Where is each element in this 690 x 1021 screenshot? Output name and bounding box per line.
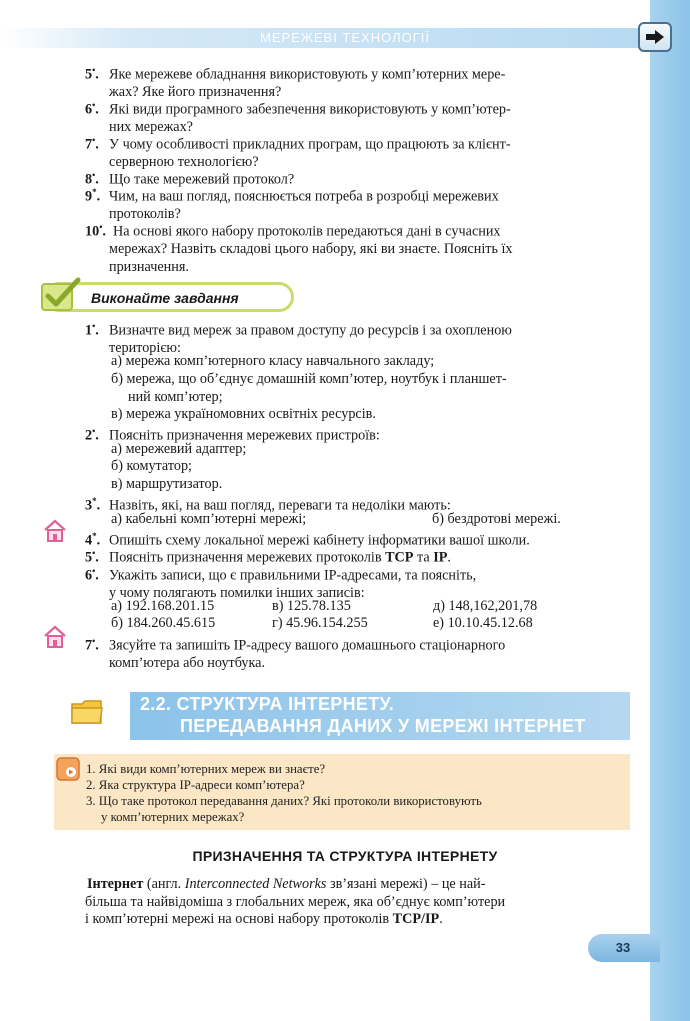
section-title-line1: 2.2. СТРУКТУРА ІНТЕРНЕТУ. (140, 694, 395, 714)
warmup-question-3: 3. Що таке протокол передавання даних? Які протоколи використовують (86, 794, 482, 808)
task-3: 3*. Назвіть, які, на ваш погляд, переваги та недоліки мають: (85, 496, 451, 514)
task-3-b: б) бездротові мережі. (432, 511, 561, 527)
ip-address-d: д) 148,162,201,78 (433, 598, 538, 614)
ip-address-e: е) 10.10.45.12.68 (433, 615, 533, 631)
task-1-b: б) мережа, що об’єднує домашній комп’ютер, ноутбук і планшет- ний комп’ютер; (111, 371, 507, 405)
folder-icon (70, 698, 104, 726)
sub-heading: ПРИЗНАЧЕННЯ ТА СТРУКТУРА ІНТЕРНЕТУ (192, 848, 498, 864)
ip-address-b: б) 184.260.45.615 (111, 615, 216, 631)
intro-paragraph: Інтернет (англ. Interconnected Networks зв’язані мережі) – це най- більша та найвідоміша з глобальних мереж, яка об’єднує комп’ютери і комп’ютерні мережі на основі набору протоколів TCP/IP. (85, 876, 506, 927)
question-7: 7•. У чому особливості прикладних програм, що працюють за клієнт- серверною технологією? (85, 135, 511, 171)
task-1-a: а) мережа комп’ютерного класу навчального закладу; (111, 353, 435, 369)
tasks-banner-label: Виконайте завдання (91, 290, 239, 306)
side-band (650, 0, 690, 1021)
task-2: 2•. Поясніть призначення мережевих пристроїв: (85, 426, 380, 444)
home-task-icon (42, 624, 68, 650)
arrow-right-icon (645, 29, 665, 45)
task-7: 7•. Зясуйте та запишіть IP-адресу вашого домашнього стаціонарного комп’ютера або ноутбука. (85, 636, 506, 672)
question-10: 10•. На основі якого набору протоколів передаються дані в сучасних мережах? Назвіть складові цього набору, які ви знаєте. Поясніть їх призначення. (85, 222, 513, 275)
task-2-c: в) маршрутизатор. (111, 476, 223, 492)
checkmark-icon (38, 276, 82, 316)
warmup-question-2: 2. Яка структура IP-адреси комп’ютера? (86, 778, 305, 792)
ip-address-v: в) 125.78.135 (272, 598, 351, 614)
question-8: 8•. Що таке мережевий протокол? (85, 170, 295, 188)
header-title: МЕРЕЖЕВІ ТЕХНОЛОГІЇ (260, 30, 430, 45)
task-5: 5•. Поясніть призначення мережевих протоколів TCP та IP. (85, 548, 451, 566)
task-2-a: а) мережевий адаптер; (111, 441, 247, 457)
section-title-line2: ПЕРЕДАВАННЯ ДАНИХ У МЕРЕЖІ ІНТЕРНЕТ (180, 716, 586, 736)
ip-address-a: а) 192.168.201.15 (111, 598, 215, 614)
page-number: 33 (615, 940, 631, 955)
task-6: 6•. Укажіть записи, що є правильними IP-адресами, та поясніть, у чому полягають помилки інших записів: (85, 566, 477, 602)
task-1-c: в) мережа україномовних освітніх ресурсів. (111, 406, 376, 422)
question-9: 9*. Чим, на ваш погляд, пояснюється потреба в розробці мережевих протоколів? (85, 187, 499, 223)
question-5: 5•. Яке мережеве обладнання використовують у комп’ютерних мере- жах? Яке його призначення? (85, 65, 506, 101)
home-task-icon (42, 518, 68, 544)
question-6: 6•. Які види програмного забезпечення використовують у комп’ютер- них мережах? (85, 100, 511, 136)
warmup-icon (56, 757, 80, 781)
next-page-button[interactable] (638, 22, 672, 52)
task-3-a: а) кабельні комп’ютерні мережі; (111, 511, 307, 527)
warmup-question-3-cont: у комп’ютерних мережах? (101, 810, 245, 824)
warmup-question-1: 1. Які види комп’ютерних мереж ви знаєте? (86, 762, 326, 776)
ip-address-g: г) 45.96.154.255 (272, 615, 368, 631)
task-1: 1•. Визначте вид мереж за правом доступу до ресурсів і за охопленою територією: (85, 321, 512, 357)
task-2-b: б) комутатор; (111, 458, 193, 474)
task-4: 4*. Опишіть схему локальної мережі кабінету інформатики вашої школи. (85, 531, 530, 549)
